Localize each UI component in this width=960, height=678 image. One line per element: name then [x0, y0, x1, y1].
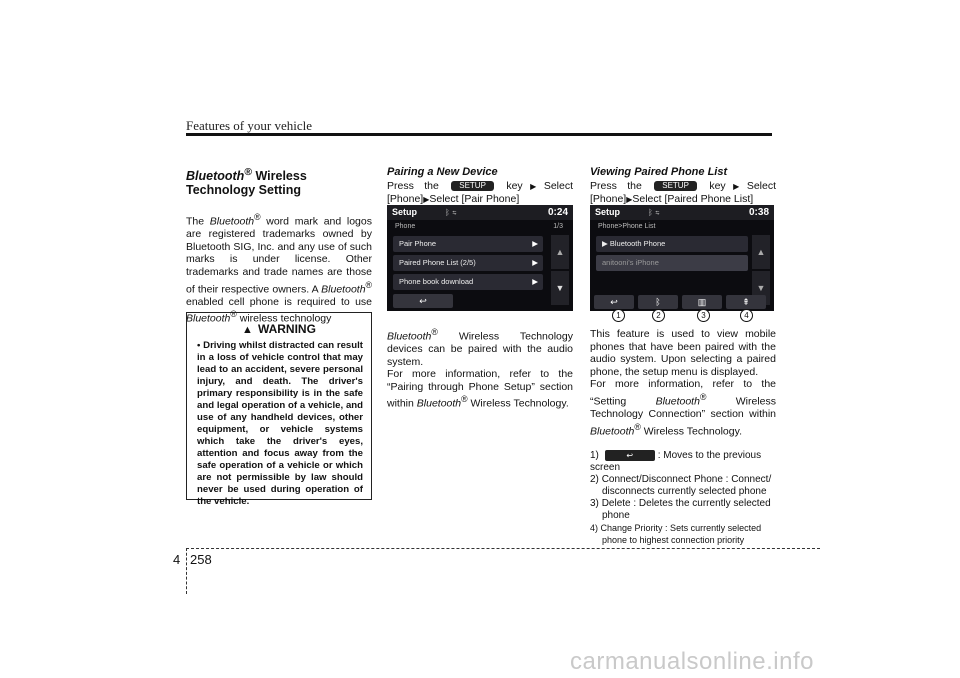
callout-2: 2 — [652, 309, 665, 322]
delete-icon[interactable]: ▥ — [682, 295, 722, 309]
list-item: 1) ↩ : Moves to the previous screen — [590, 449, 762, 473]
back-icon[interactable]: ↩ — [594, 295, 634, 309]
warning-icon: ▲ — [242, 324, 253, 336]
arrow-right-icon: ▶ — [532, 239, 538, 248]
button-list — [590, 450, 776, 546]
menu-item-paired-list[interactable]: Paired Phone List (2/5) ▶ — [393, 255, 543, 271]
footer-rule — [186, 548, 820, 549]
arrow-right-icon: ▶ — [725, 181, 747, 191]
list-item-bluetooth-phone[interactable]: ▶ Bluetooth Phone — [596, 236, 748, 252]
list-item: 2) Connect/Disconnect Phone : Connect/ disconnects currently selected phone — [590, 473, 772, 497]
priority-icon[interactable]: ⇞ — [726, 295, 766, 309]
list-item: 3) Delete : Deletes the currently selected phone — [590, 497, 771, 521]
list-item-iphone[interactable]: anitooni's iPhone — [596, 255, 748, 271]
list-item: 4) Change Priority : Sets currently selected phone to highest connection priority — [590, 522, 762, 545]
pairing-instruction: Press the SETUP key▶Select [Phone]▶Select [Pair Phone] — [387, 179, 573, 206]
callout-3: 3 — [697, 309, 710, 322]
status-bar: Setup ᛒ ⇆ 0:38 — [590, 205, 774, 220]
bluetooth-usb-icons: ᛒ ⇆ — [648, 208, 660, 217]
arrow-right-icon: ▶ — [532, 258, 538, 267]
page-number: 258 — [190, 552, 212, 567]
arrow-right-icon: ▶ — [522, 181, 544, 191]
warning-title: ▲ WARNING — [242, 322, 316, 336]
pairing-heading: Pairing a New Device — [387, 166, 498, 178]
bluetooth-connect-icon[interactable]: ᛒ — [638, 295, 678, 309]
footer-rule-vertical — [186, 548, 187, 594]
screen-subtitle: Phone>Phone List — [598, 223, 656, 230]
arrow-right-icon: ▶ — [626, 195, 633, 205]
callout-1: 1 — [612, 309, 625, 322]
paired-list-heading: Viewing Paired Phone List — [590, 166, 728, 178]
status-bar: Setup ᛒ ⇆ 0:24 — [387, 205, 573, 220]
back-icon: ↩ — [605, 450, 655, 461]
pairing-description: Bluetooth® Wireless Technology devices can be paired with the audio system. For more information, refer to the “Pairing through Phone Setup” section within Bluetooth® Wireless Technology. — [387, 327, 573, 410]
arrow-right-icon: ▶ — [532, 277, 538, 286]
play-icon: ▶ — [602, 239, 610, 248]
column-bluetooth-setting — [186, 166, 372, 325]
phone-setup-screen — [387, 205, 573, 311]
callout-4: 4 — [740, 309, 753, 322]
screen-subtitle: Phone 1/3 — [395, 223, 563, 230]
scroll-down-icon[interactable]: ▼ — [752, 271, 770, 305]
paired-list-instruction: Press the SETUP key▶Select [Phone]▶Select [Paired Phone List] — [590, 179, 776, 206]
menu-item-phonebook[interactable]: Phone book download ▶ — [393, 274, 543, 290]
scroll-up-icon[interactable]: ▲ — [752, 235, 770, 269]
scroll-up-icon[interactable]: ▲ — [551, 235, 569, 269]
page-header-title: Features of your vehicle — [186, 118, 312, 133]
column-pairing — [387, 166, 573, 207]
warning-text: • Driving whilst distracted can result in a loss of vehicle control that may lead to an accident, severe personal injury, and death. The driver's primary responsibility is in the safe and legal operation of a vehicle, and use of any handheld devices, other equipment, or vehicle systems which take the driver's eyes, attention and focus away from the safe operation of a vehicle or which are not permissible by law should never be used during operation of the vehicle. — [197, 340, 363, 507]
back-icon[interactable]: ↩ — [393, 294, 453, 308]
watermark: carmanualsonline.info — [570, 648, 814, 675]
paired-list-description: This feature is used to view mobile phones that have been paired with the audio system. Upon selecting a paired phone, the setup menu is displayed. For more information, refer to the “Setting Bluetooth® Wireless Technology Connection” section within Bluetooth® Wireless Technology. 1) ↩ : Moves to the previous screen 2) Connect/Disconnect Phone : Connect/ disconnects currently selected phone 3) Delete : Deletes the currently selected phone 4) Change Priority : Sets currently selected phone to highest connection priority — [590, 328, 777, 545]
menu-item-pair-phone[interactable]: Pair Phone ▶ — [393, 236, 543, 252]
phone-list-screen — [590, 205, 774, 311]
trademark-paragraph: The Bluetooth® word mark and logos are registered trademarks owned by Bluetooth SIG, Inc. and any use of such marks is under license. Other trademarks and trade names are those of their respective owners. A Bluetooth® enabled cell phone is required to use Bluetooth® wireless technology — [186, 212, 372, 325]
warning-box — [186, 312, 372, 507]
setup-key-icon: SETUP — [451, 181, 494, 191]
bluetooth-usb-icons: ᛒ ⇆ — [445, 208, 457, 217]
section-heading: Bluetooth® Wireless Technology Setting — [186, 167, 307, 198]
column-paired-list — [590, 166, 776, 207]
header-rule — [186, 133, 772, 136]
section-number: 4 — [173, 552, 181, 567]
arrow-right-icon: ▶ — [423, 195, 430, 205]
scroll-down-icon[interactable]: ▼ — [551, 271, 569, 305]
setup-key-icon: SETUP — [654, 181, 697, 191]
